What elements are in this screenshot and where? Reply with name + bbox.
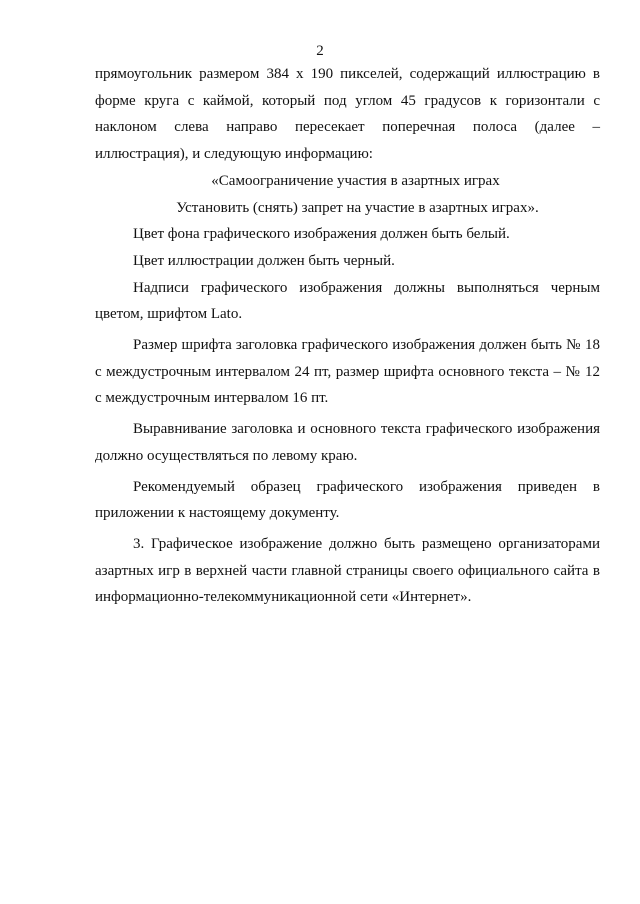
paragraph-illustration-color: Цвет иллюстрации должен быть черный. (133, 252, 395, 269)
page-number: 2 (316, 43, 324, 59)
document-body (95, 61, 600, 611)
quote-line-1: «Самоограничение участия в азартных играх (211, 172, 500, 189)
paragraph-alignment: Выравнивание заголовка и основного текста графического изображения должно осуществляться по левому краю. (95, 421, 600, 464)
paragraph-font-size: Размер шрифта заголовка графического изображения должен быть № 18 с междустрочным интервалом 24 пт, размер шрифта основного текста – № 12 с междустрочным интервалом 16 пт. (95, 337, 600, 407)
paragraph-background-color: Цвет фона графического изображения должен быть белый. (133, 226, 510, 243)
quote-line-2: Установить (снять) запрет на участие в азартных играх». (176, 199, 539, 216)
paragraph-text-color-font: Надписи графического изображения должны выполняться черным цветом, шрифтом Lato. (95, 279, 600, 323)
paragraph-illustration-spec: прямоугольник размером 384 х 190 пикселей, содержащий иллюстрацию в форме круга с каймой, который под углом 45 градусов к горизонтали с наклоном слева направо пересекает поперечная полоса (далее – иллюстрация), и следующую информацию: (95, 66, 600, 163)
paragraph-item-3-placement: 3. Графическое изображение должно быть размещено организаторами азартных игр в верхней части главной страницы своего официального сайта в информационно-телекоммуникационной сети «Интернет». (95, 535, 600, 606)
paragraph-sample-reference: Рекомендуемый образец графического изображения приведен в приложении к настоящему документу. (95, 478, 600, 522)
